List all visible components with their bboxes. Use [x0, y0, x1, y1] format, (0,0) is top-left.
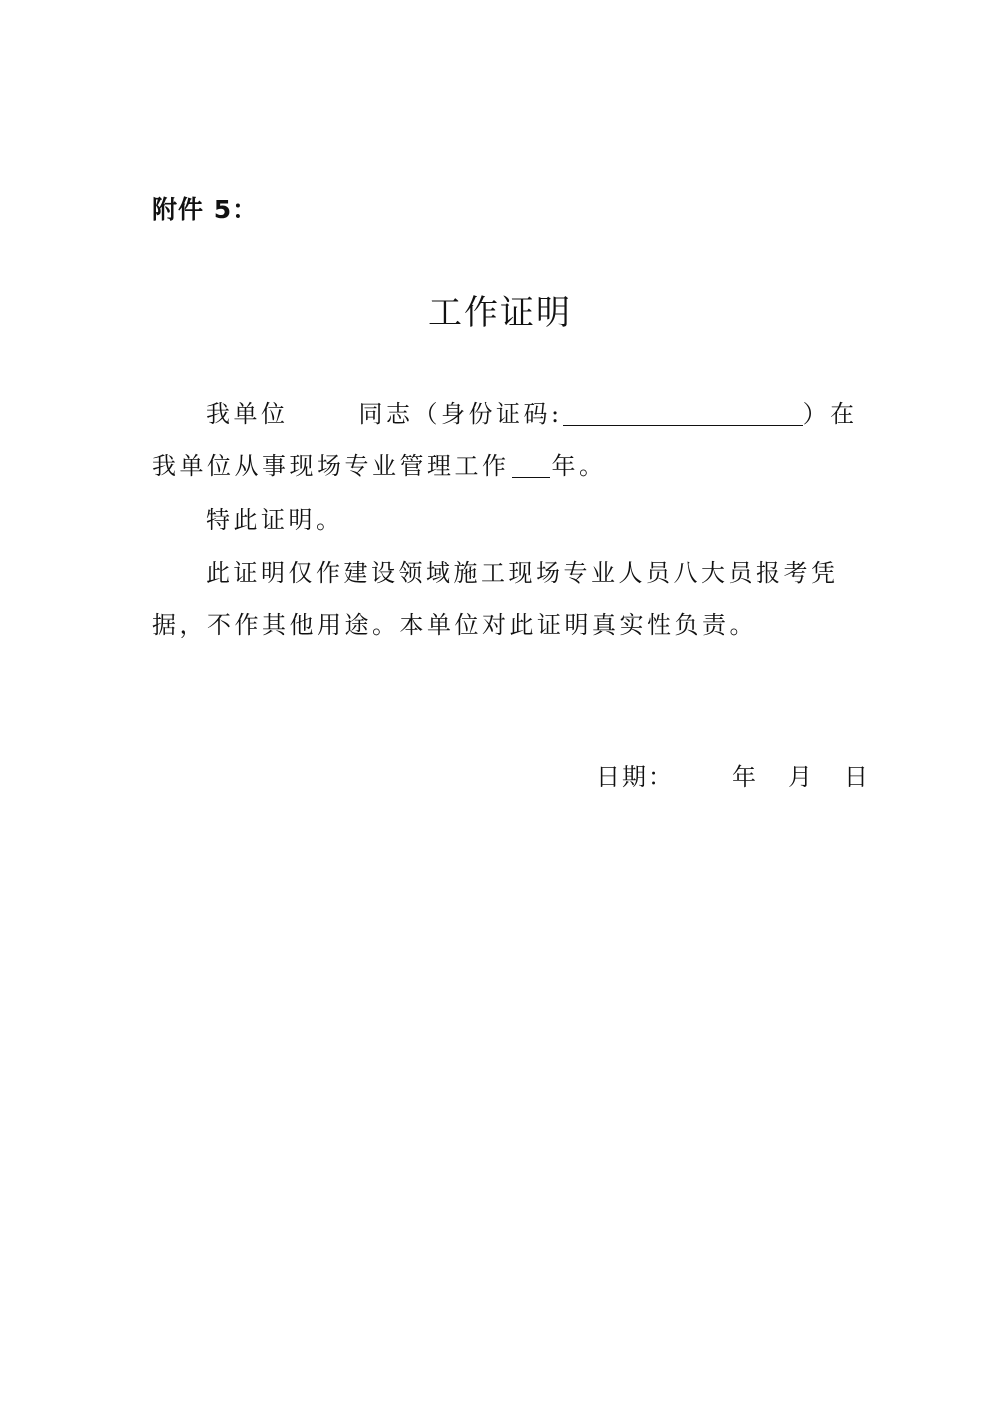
- body-line-5: 据，不作其他用途。本单位对此证明真实性负责。: [152, 611, 757, 639]
- date-day: 日: [844, 763, 870, 791]
- date-year: 年: [732, 763, 758, 791]
- date-label: 日期：: [596, 763, 674, 791]
- body-line-4: 此证明仅作建设领域施工现场专业人员八大员报考凭: [206, 559, 839, 587]
- document-title: 工作证明: [428, 293, 572, 333]
- date-month: 月: [788, 763, 814, 791]
- body-line-3: 特此证明。: [206, 506, 344, 534]
- attachment-label: 附件 5：: [152, 195, 259, 224]
- years-blank: [512, 451, 550, 478]
- unit-text: 我单位: [206, 400, 289, 428]
- years-suffix-text: 年。: [551, 452, 607, 480]
- body-line-2: [152, 449, 607, 483]
- at-text: ）在: [802, 400, 858, 428]
- date-row: [596, 760, 870, 794]
- id-number-blank: [563, 399, 803, 426]
- body-line-1: [206, 397, 858, 431]
- comrade-id-text: 同志（身份证码:: [358, 400, 563, 428]
- work-text: 我单位从事现场专业管理工作: [152, 452, 510, 480]
